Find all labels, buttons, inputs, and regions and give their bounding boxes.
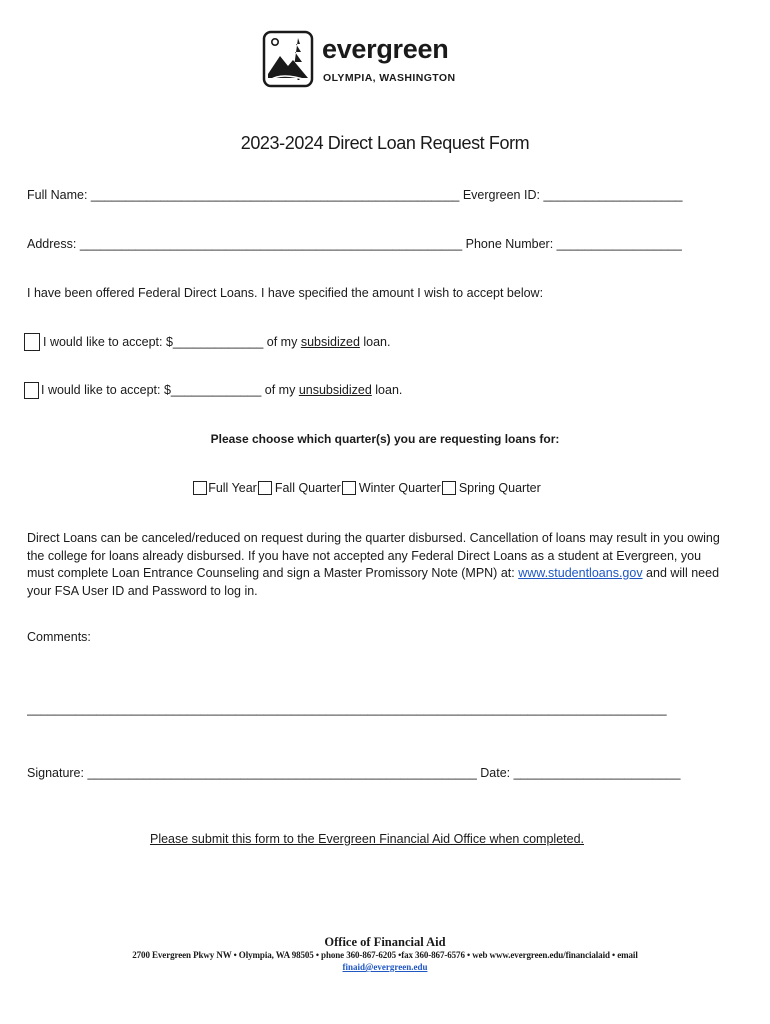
full-name-row [27, 188, 682, 202]
footer-office: Office of Financial Aid [324, 935, 446, 949]
evergreen-logo [262, 30, 482, 90]
phone-label: Phone Number: [462, 237, 557, 251]
quarter-option-fall: Fall Quarter [274, 481, 341, 495]
quarter-option-spring: Spring Quarter [458, 481, 541, 495]
unsubsidized-amount-field[interactable]: $_____________ [163, 383, 262, 397]
unsubsidized-row [24, 382, 402, 399]
unsubsidized-prefix: I would like to accept: [41, 383, 164, 397]
subsidized-loan-type: subsidized [300, 335, 360, 349]
studentloans-link[interactable]: www.studentloans.gov [518, 566, 643, 580]
info-text: Direct Loans can be canceled/reduced on request during the quarter disbursed. Cancellation of loans may result in you owing the college for loans already disbursed. If you have not accepted any Federal Direct Loans as a student at Evergreen, you must complete Loan Entrance Counseling and sign a Master Promissory Note (MPN) at: [27, 531, 720, 580]
spring-quarter-checkbox[interactable] [442, 481, 456, 495]
footer-email-row [0, 962, 770, 972]
quarter-options [0, 481, 734, 495]
quarter-option-winter: Winter Quarter [358, 481, 441, 495]
footer-address: 2700 Evergreen Pkwy NW • Olympia, WA 98505 • phone 360-867-6205 •fax 360-867-6576 • web www.evergreen.edu/financialaid • email [132, 950, 638, 960]
full-name-label: Full Name: [27, 188, 91, 202]
evergreen-id-field[interactable]: ____________________ [543, 188, 683, 202]
logo-subtitle: OLYMPIA, WASHINGTON [323, 72, 456, 84]
footer-email-link[interactable]: finaid@evergreen.edu [342, 962, 428, 972]
subsidized-amount-field[interactable]: $_____________ [165, 335, 264, 349]
full-name-field[interactable]: _____________________________________________________ [90, 188, 460, 202]
form-title: 2023-2024 Direct Loan Request Form [240, 133, 530, 153]
evergreen-tree-mountain-icon [262, 30, 314, 88]
signature-field[interactable]: ________________________________________________________ [87, 766, 477, 780]
date-field[interactable]: ________________________ [513, 766, 681, 780]
fall-quarter-checkbox[interactable] [258, 481, 272, 495]
quarter-option-full-year: Full Year [208, 481, 257, 495]
address-field[interactable]: _______________________________________________________ [79, 237, 463, 251]
date-label: Date: [476, 766, 514, 780]
signature-label: Signature: [27, 766, 88, 780]
subsidized-middle: of my [263, 335, 301, 349]
info-after-link: and will need your FSA User ID and Password to log in. [27, 566, 720, 598]
unsubsidized-loan-type: unsubsidized [298, 383, 372, 397]
info-paragraph [27, 530, 727, 600]
phone-field[interactable]: __________________ [556, 237, 682, 251]
logo-wordmark: evergreen [322, 34, 449, 64]
unsubsidized-middle: of my [261, 383, 299, 397]
offer-statement: I have been offered Federal Direct Loans. I have specified the amount I wish to accept below: [27, 286, 544, 300]
address-row [27, 237, 682, 251]
address-label: Address: [27, 237, 80, 251]
subsidized-row [24, 333, 391, 351]
quarter-prompt: Please choose which quarter(s) you are requesting loans for: [210, 432, 560, 446]
comments-field[interactable]: ____________________________________________________________________________________________ [27, 702, 667, 716]
subsidized-prefix: I would like to accept: [43, 335, 166, 349]
full-year-checkbox[interactable] [193, 481, 207, 495]
unsubsidized-checkbox[interactable] [24, 382, 39, 399]
comments-label: Comments: [27, 630, 91, 644]
subsidized-suffix: loan. [359, 335, 391, 349]
submit-note: Please submit this form to the Evergreen Financial Aid Office when completed. [149, 832, 584, 846]
unsubsidized-suffix: loan. [371, 383, 403, 397]
winter-quarter-checkbox[interactable] [342, 481, 356, 495]
evergreen-id-label: Evergreen ID: [459, 188, 544, 202]
subsidized-checkbox[interactable] [24, 333, 40, 351]
signature-row [27, 766, 680, 780]
